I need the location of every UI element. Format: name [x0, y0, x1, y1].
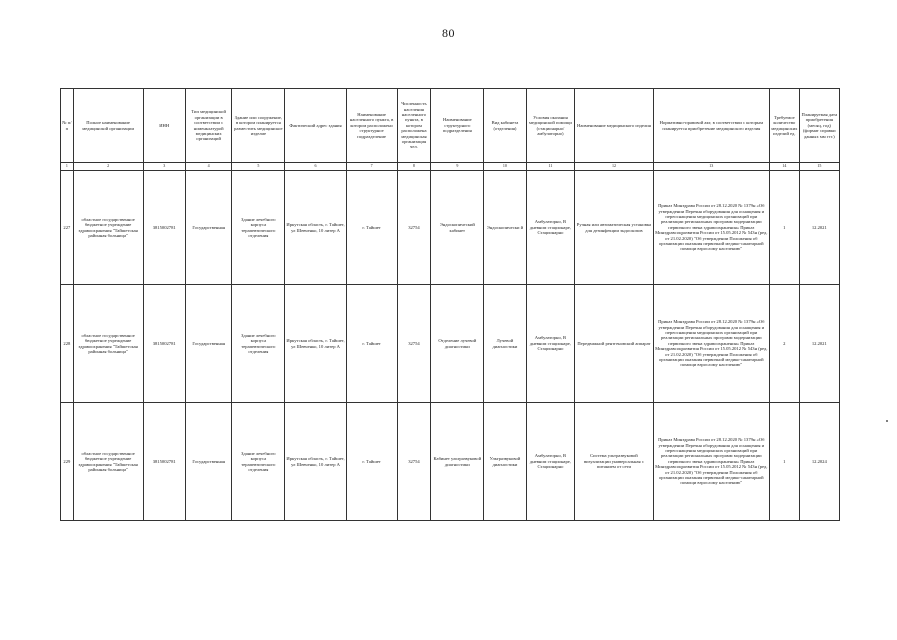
page-number: 80: [442, 26, 455, 40]
header-cell-date: Планируемая дата приобретения (месяц, год) (формат справки данных мм ггг.): [799, 89, 839, 163]
scan-speck: [886, 420, 888, 422]
header-cell-act: Нормативно-правовой акт, в соответствии с которым планируется приобретение медицинского изделия: [653, 89, 769, 163]
cell-building: Здание лечебного корпуса терапевтического отделения: [232, 171, 285, 285]
cell-org: областное государственное бюджетное учреждение здравоохранения "Тайшетская районная больница": [73, 285, 143, 403]
column-index: 9: [431, 163, 484, 171]
cell-conditions: Амбулаторно, В дневном стационаре, Стационарно: [526, 171, 575, 285]
column-index: 14: [770, 163, 800, 171]
cell-cabinet: Лучевой диагностики: [484, 285, 526, 403]
cell-qty: 2: [770, 285, 800, 403]
cell-address: Иркутская область, г. Тайшет, ул Шевченко, 10 литер А: [285, 171, 346, 285]
cell-unit: Эндоскопический кабинет: [431, 171, 484, 285]
header-cell-building: Здание или сооружение, в котором планируется разместить медицинское изделие: [232, 89, 285, 163]
equipment-register-table: [60, 88, 840, 521]
header-cell-address: Фактический адрес здания: [285, 89, 346, 163]
cell-building: Здание лечебного корпуса терапевтического отделения: [232, 285, 285, 403]
cell-qty: 1: [770, 403, 800, 521]
header-cell-unit: Наименование структурного подразделения: [431, 89, 484, 163]
cell-unit: Отделение лучевой диагностики: [431, 285, 484, 403]
cell-type: Государственная: [185, 171, 232, 285]
cell-population: 32754: [397, 403, 431, 521]
cell-locality: г. Тайшет: [346, 171, 397, 285]
cell-population: 32754: [397, 285, 431, 403]
cell-date: 12.2021: [799, 171, 839, 285]
table-row: [61, 171, 840, 285]
column-index: 10: [484, 163, 526, 171]
cell-device: Передвижной рентгеновский аппарат: [575, 285, 653, 403]
cell-act: Приказ Минздрава России от 28.12.2020 № 1379н «Об утверждении Перечня оборудования для оснащения и переоснащения медицинских организаций при реализации региональных программ модернизации первичного звена здравоохранения» Приказ Минздравсоцразвития России от 15.05.2012 № 543н (ред. от 21.02.2020) "Об утверждении Положения об организации оказания первичной медико-санитарной помощи взрослому населению": [653, 285, 769, 403]
cell-device: Система ультразвуковой визуализации универсальная с питанием от сети: [575, 403, 653, 521]
header-cell-locality: Наименование населенного пункта, в котором расположено структурное подразделение: [346, 89, 397, 163]
cell-act: Приказ Минздрава России от 28.12.2020 № 1379н «Об утверждении Перечня оборудования для оснащения и переоснащения медицинских организаций при реализации региональных программ модернизации первичного звена здравоохранения» Приказ Минздравсоцразвития России от 15.05.2012 № 543н (ред. от 21.02.2020) "Об утверждении Положения об организации оказания первичной медико-санитарной помощи взрослому населению": [653, 403, 769, 521]
cell-cabinet: Эндоскопически й: [484, 171, 526, 285]
column-index: 15: [799, 163, 839, 171]
header-row: [61, 89, 840, 163]
cell-org: областное государственное бюджетное учреждение здравоохранения "Тайшетская районная больница": [73, 171, 143, 285]
column-index: 7: [346, 163, 397, 171]
header-cell-population: Численность населения населенного пункта, в котором расположена медицинская организация чел.: [397, 89, 431, 163]
cell-type: Государственная: [185, 285, 232, 403]
column-index-row: [61, 163, 840, 171]
header-cell-qty: Требуемое количество медицинских изделий ед.: [770, 89, 800, 163]
column-index: 8: [397, 163, 431, 171]
column-index: 4: [185, 163, 232, 171]
cell-locality: г. Тайшет: [346, 285, 397, 403]
header-cell-device: Наименование медицинского изделия: [575, 89, 653, 163]
cell-conditions: Амбулаторно, В дневном стационаре, Стационарно: [526, 403, 575, 521]
table-row: [61, 285, 840, 403]
cell-address: Иркутская область, г. Тайшет, ул Шевченко, 10 литер А: [285, 403, 346, 521]
cell-population: 32754: [397, 171, 431, 285]
cell-locality: г. Тайшет: [346, 403, 397, 521]
header-cell-cabinet: Вид кабинета (отделения): [484, 89, 526, 163]
cell-act: Приказ Минздрава России от 28.12.2020 № 1379н «Об утверждении Перечня оборудования для оснащения и переоснащения медицинских организаций при реализации региональных программ модернизации первичного звена здравоохранения» Приказ Минздравсоцразвития России от 15.05.2012 № 543н (ред. от 21.02.2020) "Об утверждении Положения об организации оказания первичной медико-санитарной помощи взрослому населению": [653, 171, 769, 285]
cell-num: 228: [61, 285, 74, 403]
cell-date: 12.2021: [799, 285, 839, 403]
header-cell-conditions: Условия оказания медицинской помощи (стационарно/амбулаторно): [526, 89, 575, 163]
cell-inn: 3815002781: [143, 171, 185, 285]
cell-inn: 3815002781: [143, 403, 185, 521]
table-row: [61, 403, 840, 521]
header-cell-num: № п/п: [61, 89, 74, 163]
cell-type: Государственная: [185, 403, 232, 521]
cell-unit: Кабинет ультразвуковой диагностики: [431, 403, 484, 521]
cell-device: Ручная или автоматическая установка для дезинфекции эндоскопов: [575, 171, 653, 285]
cell-org: областное государственное бюджетное учреждение здравоохранения "Тайшетская районная больница": [73, 403, 143, 521]
column-index: 3: [143, 163, 185, 171]
cell-qty: 1: [770, 171, 800, 285]
cell-num: 227: [61, 171, 74, 285]
header-cell-org: Полное наименование медицинской организации: [73, 89, 143, 163]
cell-num: 229: [61, 403, 74, 521]
column-index: 11: [526, 163, 575, 171]
cell-address: Иркутская область, г. Тайшет, ул Шевченко, 10 литер А: [285, 285, 346, 403]
header-cell-inn: ИНН: [143, 89, 185, 163]
cell-date: 12.2024: [799, 403, 839, 521]
column-index: 6: [285, 163, 346, 171]
cell-inn: 3815002781: [143, 285, 185, 403]
header-cell-type: Тип медицинской организации в соответствии с номенклатурой медицинских организаций: [185, 89, 232, 163]
column-index: 12: [575, 163, 653, 171]
cell-conditions: Амбулаторно, В дневном стационаре, Стационарно: [526, 285, 575, 403]
column-index: 2: [73, 163, 143, 171]
cell-cabinet: Ультразвуковой диагностики: [484, 403, 526, 521]
column-index: 13: [653, 163, 769, 171]
cell-building: Здание лечебного корпуса терапевтического отделения: [232, 403, 285, 521]
column-index: 1: [61, 163, 74, 171]
column-index: 5: [232, 163, 285, 171]
